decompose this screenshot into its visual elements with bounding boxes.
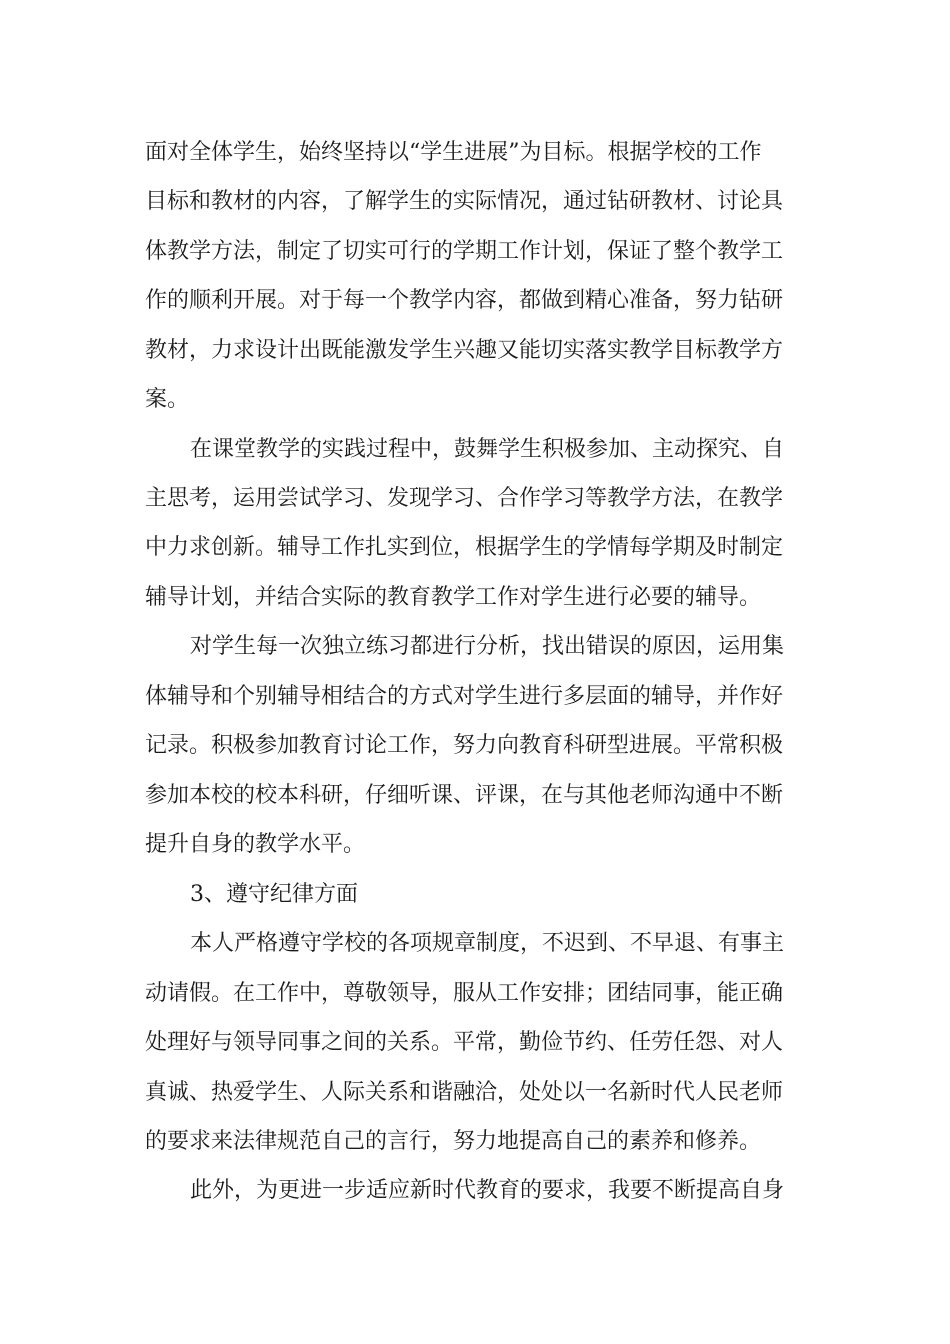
text-line: 的要求来法律规范自己的言行，努力地提高自己的素养和修养。: [145, 1129, 762, 1154]
text-line: 真诚、热爱学生、人际关系和谐融洽，处处以一名新时代人民老师: [145, 1080, 784, 1105]
text-line: 此外，为更进一步适应新时代教育的要求，我要不断提高自身: [190, 1178, 785, 1203]
text-line: 面对全体学生，始终坚持以“学生进展”为目标。根据学校的工作: [145, 140, 762, 165]
text-line: 目标和教材的内容，了解学生的实际情况，通过钻研教材、讨论具: [145, 189, 784, 214]
text-line: 动请假。在工作中，尊敬领导，服从工作安排；团结同事，能正确: [145, 981, 784, 1006]
text-line: 案。: [145, 387, 190, 412]
text-line: 中力求创新。辅导工作扎实到位，根据学生的学情每学期及时制定: [145, 535, 784, 560]
text-line: 体辅导和个别辅导相结合的方式对学生进行多层面的辅导，并作好: [145, 684, 784, 709]
text-line: 主思考，运用尝试学习、发现学习、合作学习等教学方法，在教学: [145, 486, 784, 511]
text-line: 体教学方法，制定了切实可行的学期工作计划，保证了整个教学工: [145, 239, 784, 264]
section-heading: 3、遵守纪律方面: [190, 882, 358, 907]
text-line: 处理好与领导同事之间的关系。平常，勤俭节约、任劳任怨、对人: [145, 1030, 784, 1055]
text-line: 对学生每一次独立练习都进行分析，找出错误的原因，运用集: [190, 634, 785, 659]
text-line: 提升自身的教学水平。: [145, 832, 366, 857]
text-line: 参加本校的校本科研，仔细听课、评课，在与其他老师沟通中不断: [145, 783, 784, 808]
text-line: 本人严格遵守学校的各项规章制度，不迟到、不早退、有事主: [190, 931, 785, 956]
text-line: 作的顺利开展。对于每一个教学内容，都做到精心准备，努力钻研: [145, 288, 784, 313]
text-line: 教材，力求设计出既能激发学生兴趣又能切实落实教学目标教学方: [145, 338, 784, 363]
text-line: 辅导计划，并结合实际的教育教学工作对学生进行必要的辅导。: [145, 585, 762, 610]
text-line: 记录。积极参加教育讨论工作，努力向教育科研型进展。平常积极: [145, 733, 784, 758]
text-line: 在课堂教学的实践过程中，鼓舞学生积极参加、主动探究、自: [190, 437, 785, 462]
